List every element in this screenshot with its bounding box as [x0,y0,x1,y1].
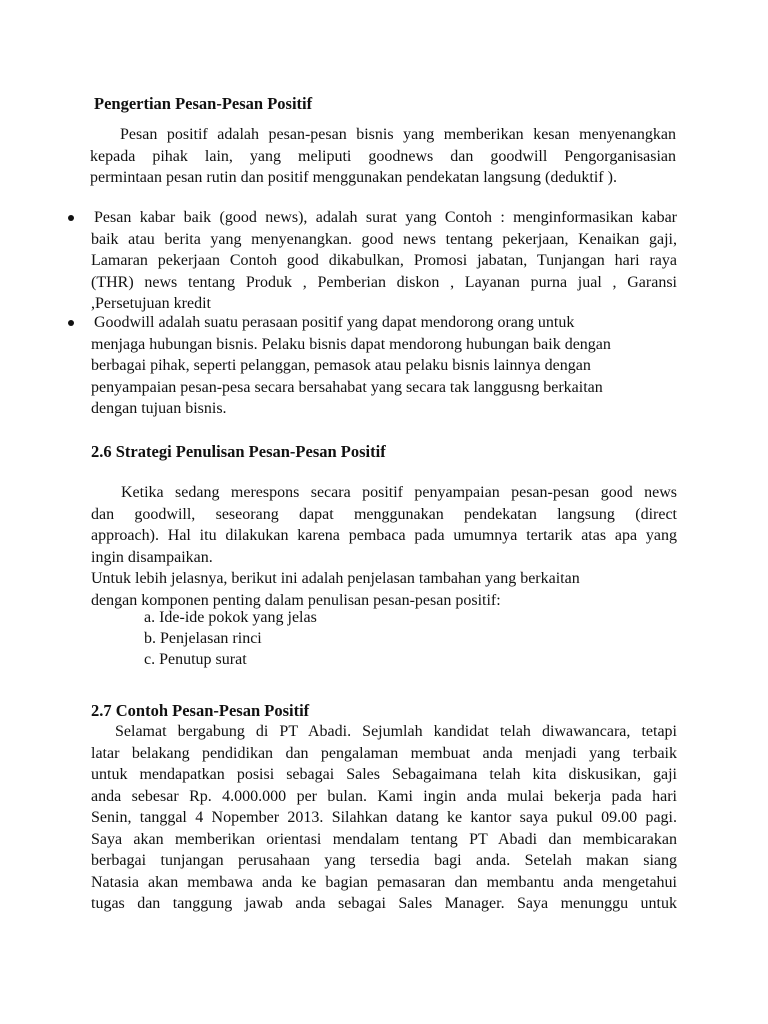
text-line: dengan tujuan bisnis. [91,400,227,417]
text-line: dan goodwill, seseorang dapat menggunakan pendekatan langsung (direct [91,505,677,523]
text-line: Pesan kabar baik (good news), adalah surat yang Contoh : menginformasikan kabar [94,209,677,226]
bullet-item-good-news [91,207,677,315]
text-line: berbagai pihak, seperti pelanggan, pemasok atau pelaku bisnis lainnya dengan [91,357,591,374]
text-line: Goodwill adalah suatu perasaan positif yang dapat mendorong orang untuk [94,314,575,331]
bullet-dot [68,320,74,326]
paragraph-pengertian [90,124,676,189]
bullet-item-goodwill [91,312,677,420]
text-line: approach). Hal itu dilakukan karena pembaca pada umumnya tertarik atas apa yang [91,527,677,544]
text-line: Untuk lebih jelasnya, berikut ini adalah penjelasan tambahan yang berkaitan [91,570,580,587]
text-line: anda sebesar Rp. 4.000.000 per bulan. Kami ingin anda mulai bekerja pada hari [91,787,677,805]
text-line: ,Persetujuan kredit [91,295,211,312]
text-line: menjaga hubungan bisnis. Pelaku bisnis dapat mendorong hubungan baik dengan [91,335,611,353]
text-line: (THR) news tentang Produk , Pemberian diskon , Layanan purna jual , Garansi [91,273,677,291]
section-heading-strategi: 2.6 Strategi Penulisan Pesan-Pesan Positif [91,442,386,461]
text-line: kepada pihak lain, yang meliputi goodnews dan goodwill Pengorganisasian [90,147,676,165]
text-line: permintaan pesan rutin dan positif menggunakan pendekatan langsung (deduktif ). [90,169,617,186]
list-item-a: a. Ide-ide pokok yang jelas [144,609,317,626]
text-line: Saya akan memberikan orientasi mendalam tentang PT Abadi dan membicarakan [91,830,677,848]
text-line: Ketika sedang merespons secara positif penyampaian pesan-pesan good news [121,484,677,501]
text-line: baik atau berita yang menyenangkan. good news tentang pekerjaan, Kenaikan gaji, [91,230,677,248]
text-line: tugas dan tanggung jawab anda sebagai Sales Manager. Saya menunggu untuk [91,895,677,912]
text-line: penyampaian pesan-pesa secara bersahabat yang secara tak langgusng berkaitan [91,378,603,396]
text-line: Lamaran pekerjaan Contoh good dikabulkan, Promosi jabatan, Tunjangan hari raya [91,252,677,269]
text-line: latar belakang pendidikan dan pengalaman membuat anda menjadi yang terbaik [91,744,677,762]
text-line: untuk mendapatkan posisi sebagai Sales Sebagaimana telah kita diskusikan, gaji [91,766,677,783]
text-line: berbagai tunjangan perusahaan yang tersedia bagi anda. Setelah makan siang [91,852,677,869]
section-heading-pengertian: Pengertian Pesan-Pesan Positif [94,94,313,113]
text-line: Selamat bergabung di PT Abadi. Sejumlah kandidat telah diwawancara, tetapi [115,723,677,740]
paragraph-strategi [91,482,677,611]
section-heading-contoh: 2.7 Contoh Pesan-Pesan Positif [91,701,310,720]
list-item-b: b. Penjelasan rinci [144,630,262,647]
text-line: dengan komponen penting dalam penulisan pesan-pesan positif: [91,591,501,609]
text-line: Natasia akan membawa anda ke bagian pemasaran dan membantu anda mengetahui [91,873,677,891]
paragraph-contoh [91,721,677,915]
text-line: ingin disampaikan. [91,548,213,566]
bullet-dot [68,215,74,221]
text-line: Senin, tanggal 4 Nopember 2013. Silahkan datang ke kantor saya pukul 09.00 pagi. [91,809,677,826]
list-item-c: c. Penutup surat [144,651,247,668]
text-line: Pesan positif adalah pesan-pesan bisnis yang memberikan kesan menyenangkan [120,126,676,143]
